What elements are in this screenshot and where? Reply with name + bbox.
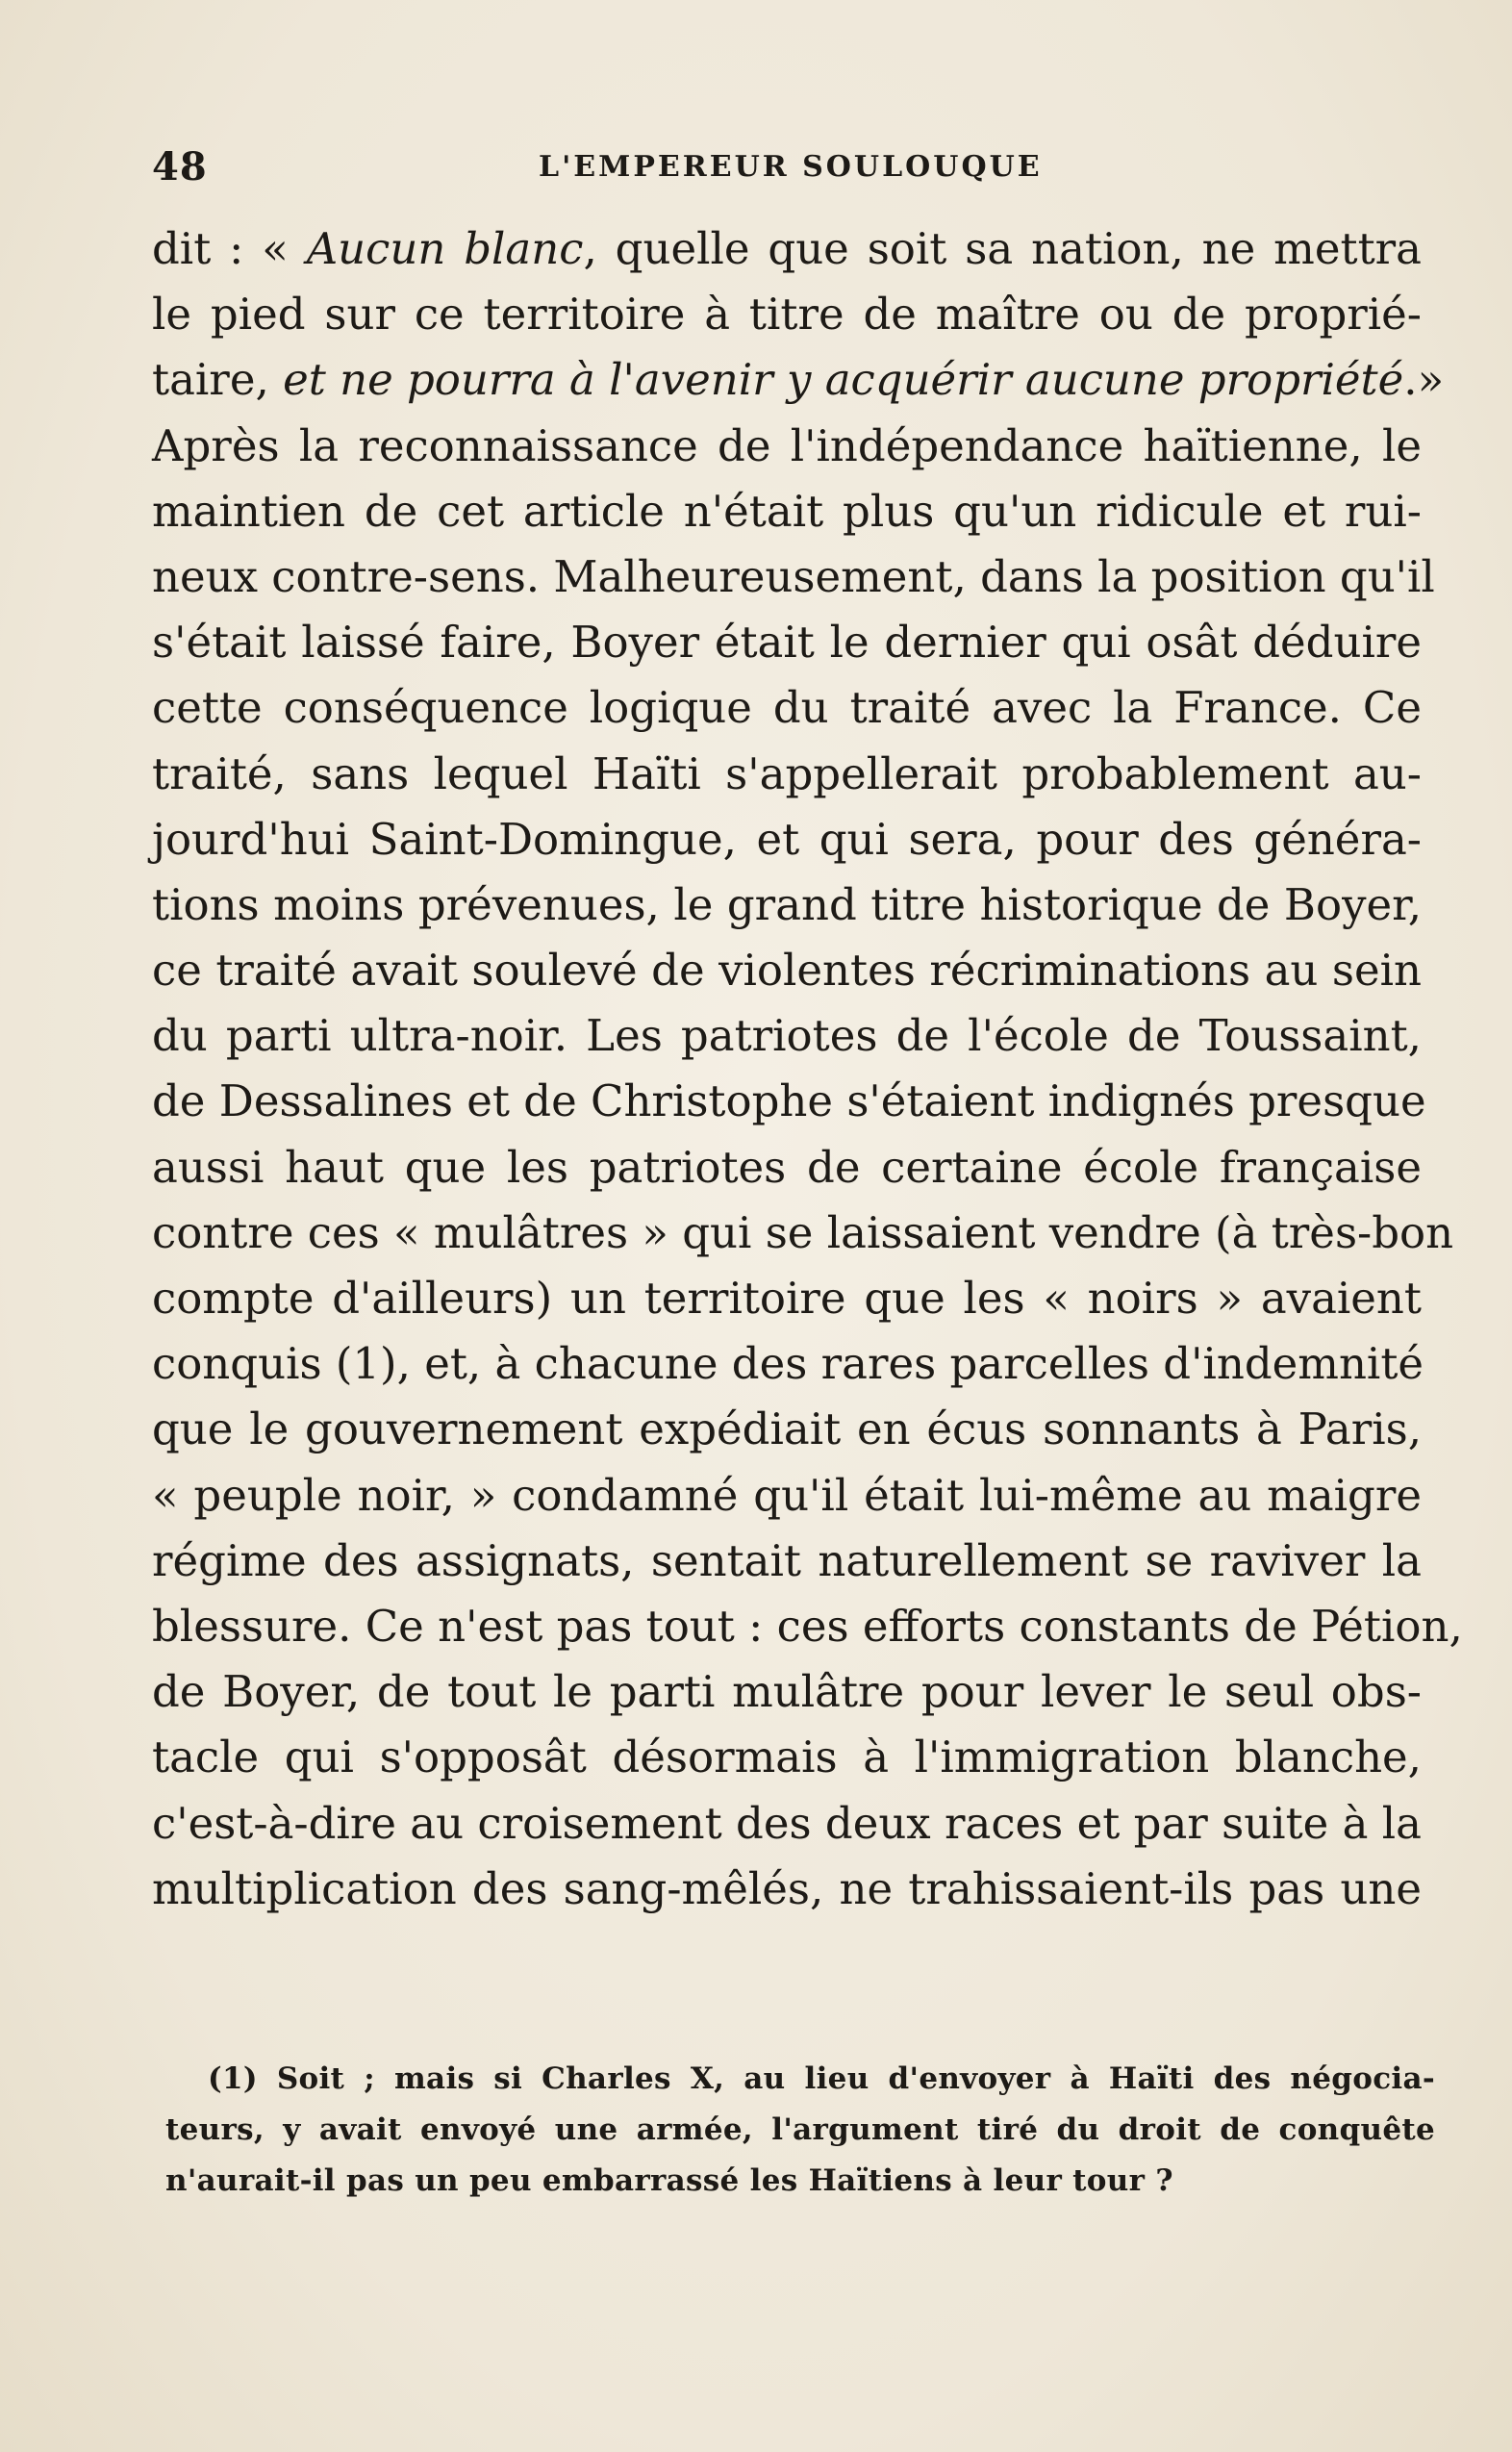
text-span: multiplication des sang-mêlés, ne trahissaient-ils pas une [152,1862,1422,1914]
text-span: de Boyer, de tout le parti mulâtre pour lever le seul obs- [152,1666,1422,1718]
text-line [152,1529,1422,1594]
text-line [152,347,1445,413]
text-line [152,1069,1426,1134]
text-span: cette conséquence logique du traité avec la France. Ce [152,682,1422,734]
text-line [152,1397,1422,1462]
text-span: dit : « [152,223,307,274]
footnotes [165,2054,1435,2207]
text-line [152,1331,1422,1397]
text-line [152,675,1422,741]
text-span: contre ces « mulâtres » qui se laissaient vendre (à très-bon [152,1206,1454,1258]
text-span: le pied sur ce territoire à titre de maître ou de proprié- [152,289,1422,341]
text-line [152,1659,1422,1725]
text-line [152,414,1422,479]
text-line [152,479,1422,544]
text-span: Après la reconnaissance de l'indépendance haïtienne, le [152,419,1422,471]
text-line [152,938,1422,1003]
running-title: L'EMPEREUR SOULOUQUE [539,150,1043,184]
text-line [152,1594,1463,1659]
text-span: , quelle que soit sa nation, ne mettra [583,223,1422,274]
footnote-line: (1) Soit ; mais si Charles X, au lieu d'envoyer à Haïti des négocia- [208,2061,1435,2096]
text-span: maintien de cet article n'était plus qu'un ridicule et rui- [152,485,1422,537]
text-span: que le gouvernement expédiait en écus sonnants à Paris, [152,1403,1422,1455]
text-span: s'était laissé faire, Boyer était le dernier qui osât déduire [152,617,1422,669]
italic-text: et ne pourra à l'avenir y acquérir aucune propriété [283,354,1404,406]
text-span: blessure. Ce n'est pas tout : ces efforts constants de Pétion, [152,1600,1463,1652]
text-line [152,742,1422,807]
text-span: conquis (1), et, à chacune des rares parcelles d'indemnité [152,1338,1424,1390]
text-span: de Dessalines et de Christophe s'étaient indignés presque [152,1075,1426,1127]
text-span: tions moins prévenues, le grand titre historique de Boyer, [152,878,1422,930]
text-line [152,610,1422,675]
text-span: « peuple noir, » condamné qu'il était lui-même au maigre [152,1469,1422,1521]
text-line [152,1463,1422,1529]
text-line [152,1725,1422,1790]
text-line [152,1003,1422,1069]
text-span: c'est-à-dire au croisement des deux races et par suite à la [152,1797,1422,1849]
text-span: aussi haut que les patriotes de certaine école française [152,1141,1422,1193]
text-span: compte d'ailleurs) un territoire que les « noirs » avaient [152,1273,1422,1324]
text-line [152,1791,1422,1857]
text-line [152,282,1422,347]
text-line [152,1135,1422,1201]
text-line [152,1857,1422,1922]
text-span: du parti ultra-noir. Les patriotes de l'école de Toussaint, [152,1010,1422,1062]
text-span: ce traité avait soulevé de violentes récriminations au sein [152,945,1422,997]
text-span: .» [1403,354,1445,406]
text-line [152,1201,1454,1266]
footnote-line: n'aurait-il pas un peu embarrassé les Haïtiens à leur tour ? [165,2163,1173,2198]
text-line [152,807,1422,872]
page-number: 48 [152,144,208,190]
text-line [152,216,1422,282]
text-span: jourd'hui Saint-Domingue, et qui sera, pour des généra- [152,813,1422,865]
footnote-line: teurs, y avait envoyé une armée, l'argument tiré du droit de conquête [165,2112,1435,2147]
text-span: taire, [152,354,284,406]
text-span: neux contre-sens. Malheureusement, dans la position qu'il [152,550,1435,602]
text-line [152,872,1422,938]
body-text [152,216,1463,1922]
text-line [152,1266,1422,1331]
text-span: traité, sans lequel Haïti s'appellerait probablement au- [152,747,1422,799]
page-header [152,144,1425,202]
italic-text: Aucun blanc [306,223,584,274]
text-span: régime des assignats, sentait naturellement se raviver la [152,1534,1422,1586]
text-line [152,544,1435,610]
text-span: tacle qui s'opposât désormais à l'immigration blanche, [152,1732,1422,1783]
